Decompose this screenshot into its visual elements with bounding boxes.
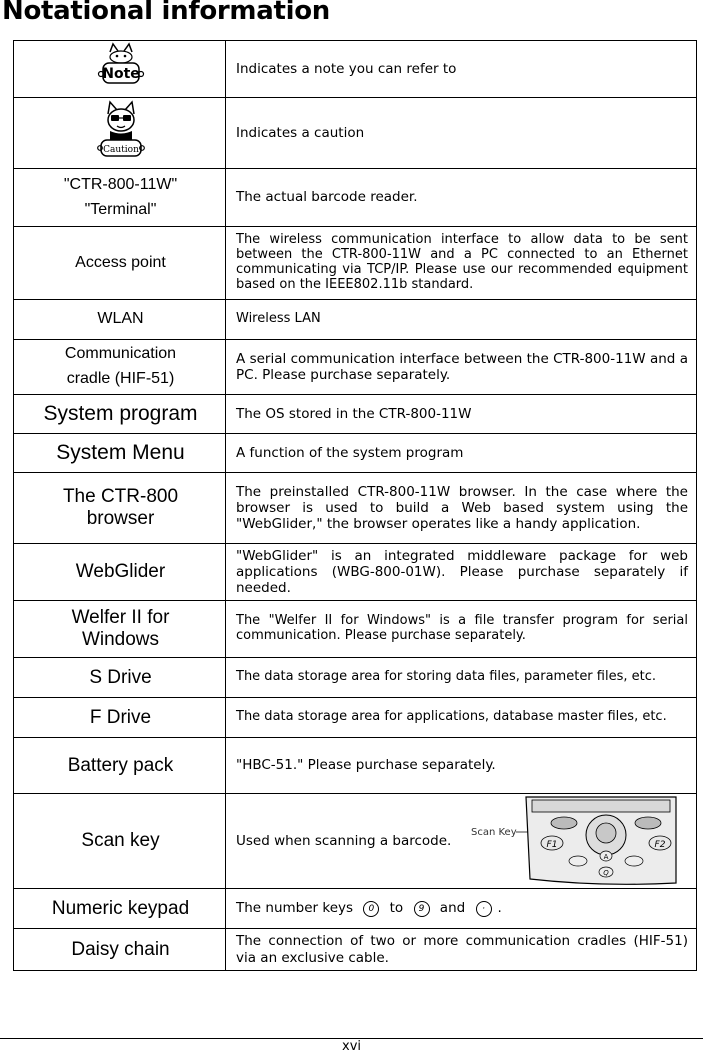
term-cell: [14, 473, 226, 544]
key-dot-icon: ·: [476, 901, 492, 917]
term-cell: Scan key: [14, 794, 226, 889]
numeric-desc-to: to: [389, 900, 404, 916]
term-line: "CTR-800-11W": [63, 175, 178, 193]
svg-text:A: A: [603, 853, 609, 861]
numeric-desc-prefix: The number keys: [236, 900, 354, 916]
term-cell: WLAN: [14, 300, 226, 340]
term-cell: Daisy chain: [14, 929, 226, 971]
svg-text:Caution: Caution: [102, 145, 139, 156]
term-cell: System Menu: [14, 434, 226, 473]
svg-text:Note: Note: [101, 66, 140, 83]
term-cell: Battery pack: [14, 738, 226, 794]
term-cell: Access point: [14, 227, 226, 300]
description-cell: The data storage area for applications, database master files, etc.: [226, 698, 697, 738]
description-cell: The "Welfer II for Windows" is a file transfer program for serial communication. Please purchase separately.: [226, 601, 697, 658]
table-row: [14, 544, 697, 601]
terminal-keypad-illustration: [466, 795, 688, 887]
term-line: browser: [86, 508, 155, 529]
table-row: [14, 395, 697, 434]
caution-cell: [14, 98, 226, 169]
term-line: Communication: [64, 345, 177, 363]
svg-text:Q: Q: [603, 869, 609, 877]
table-row: [14, 227, 697, 300]
description-cell: A function of the system program: [226, 434, 697, 473]
table-row: [14, 169, 697, 227]
scan-key-wrapper: [236, 795, 688, 887]
scan-key-description: Used when scanning a barcode.: [236, 832, 452, 849]
table-row: [14, 738, 697, 794]
description-cell: The wireless communication interface to allow data to be sent between the CTR-800-11W and a PC connected to an Ethernet communicating via TCP/IP. Please use our recommended equipment based on the IEEE802.11b standard.: [226, 227, 697, 300]
page-number: xvi: [342, 1039, 361, 1054]
term-cell: [14, 340, 226, 395]
description-cell: The OS stored in the CTR-800-11W: [226, 395, 697, 434]
term-line: Windows: [81, 629, 160, 650]
term-line: "Terminal": [84, 200, 157, 218]
table-row: [14, 41, 697, 98]
caution-description: Indicates a caution: [226, 98, 697, 169]
table-row: [14, 473, 697, 544]
notation-table: [13, 40, 697, 971]
numeric-desc-end: .: [497, 900, 502, 916]
table-row: [14, 698, 697, 738]
table-row: [14, 929, 697, 971]
term-line: Welfer II for: [71, 607, 170, 629]
table-row: [14, 889, 697, 929]
term-cell: Numeric keypad: [14, 889, 226, 929]
note-cell: [14, 41, 226, 98]
description-cell: Wireless LAN: [226, 300, 697, 340]
description-cell: "HBC-51." Please purchase separately.: [226, 738, 697, 794]
table-row: [14, 658, 697, 698]
numeric-desc-and: and: [439, 900, 466, 916]
term-cell: F Drive: [14, 698, 226, 738]
note-description: Indicates a note you can refer to: [226, 41, 697, 98]
term-cell: [14, 601, 226, 658]
svg-text:Scan Key: Scan Key: [471, 827, 517, 838]
description-cell: The data storage area for storing data files, parameter files, etc.: [226, 658, 697, 698]
description-cell: The preinstalled CTR-800-11W browser. In the case where the browser is used to build a Web based system using the "WebGlider," the browser operates like a handy application.: [226, 473, 697, 544]
table-row: [14, 98, 697, 169]
term-cell: [14, 169, 226, 227]
table-row: [14, 300, 697, 340]
term-cell: System program: [14, 395, 226, 434]
term-cell: WebGlider: [14, 544, 226, 601]
key-zero-icon: 0: [363, 901, 379, 917]
svg-text:F1: F1: [546, 840, 558, 850]
key-nine-icon: 9: [414, 901, 430, 917]
caution-cat-icon: [96, 98, 146, 160]
table-row: [14, 434, 697, 473]
description-cell: [226, 794, 697, 889]
description-cell: [226, 889, 697, 929]
svg-text:F2: F2: [654, 840, 666, 850]
description-cell: "WebGlider" is an integrated middleware package for web applications (WBG-800-01W). Please purchase separately if needed.: [226, 544, 697, 601]
term-cell: S Drive: [14, 658, 226, 698]
term-line: cradle (HIF-51): [66, 370, 175, 387]
description-cell: The connection of two or more communication cradles (HIF-51) via an exclusive cable.: [226, 929, 697, 971]
description-cell: The actual barcode reader.: [226, 169, 697, 227]
page-title: Notational information: [2, 0, 330, 26]
description-cell: A serial communication interface between the CTR-800-11W and a PC. Please purchase separately.: [226, 340, 697, 395]
table-row: [14, 601, 697, 658]
table-row: [14, 340, 697, 395]
term-line: The CTR-800: [62, 486, 179, 508]
table-row: [14, 794, 697, 889]
note-cat-icon: [96, 42, 146, 88]
